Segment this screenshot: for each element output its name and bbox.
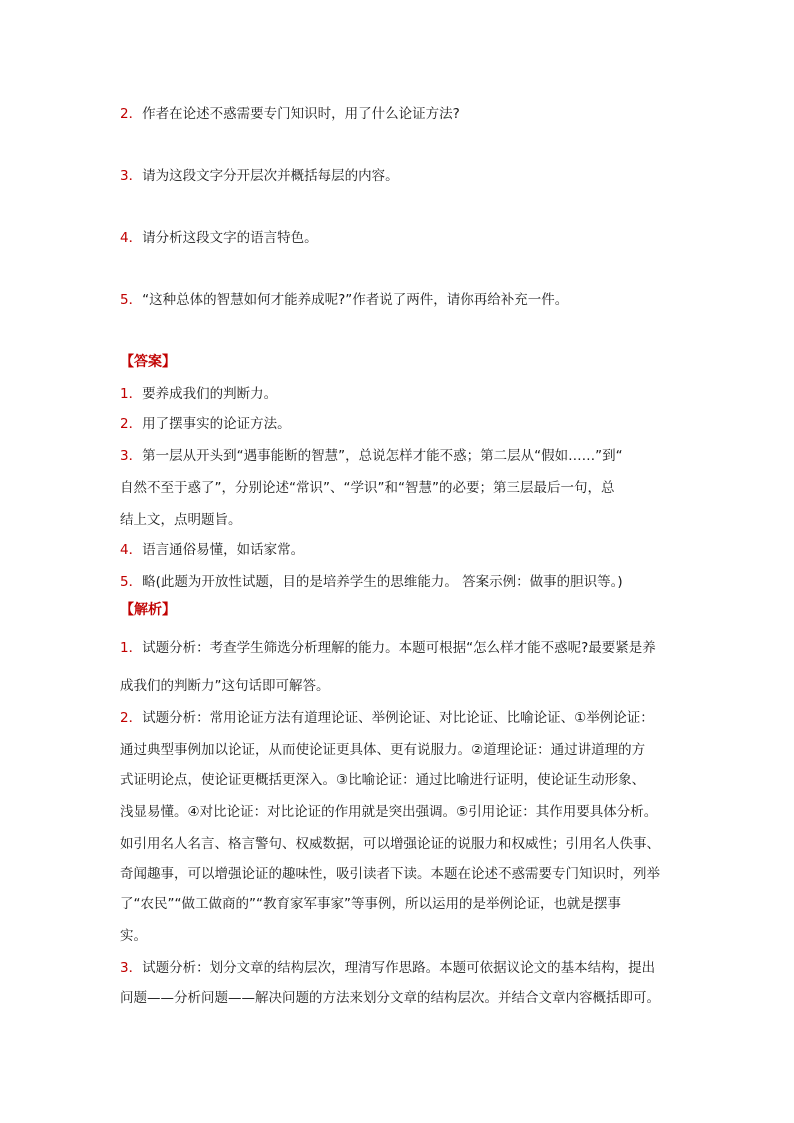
- analysis-item-2-line-6: 奇闻趣事，可以增强论证的趣味性，吸引读者下读。本题在论述不惑需要专门知识时，列举: [120, 866, 660, 882]
- question-number: 3．: [120, 168, 143, 184]
- question-number: 2．: [120, 106, 143, 122]
- answer-text: 用了摆事实的论证方法。: [142, 416, 291, 432]
- answer-number: 2．: [120, 416, 143, 432]
- answer-item-5: [120, 572, 623, 592]
- analysis-item-1: [120, 638, 656, 658]
- question-text: 作者在论述不惑需要专门知识时，用了什么论证方法?: [142, 106, 460, 122]
- question-number: 5．: [120, 292, 143, 308]
- analysis-item-2-line-4: 浅显易懂。④对比论证：对比论证的作用就是突出强调。⑤引用论证：其作用要具体分析。: [120, 804, 658, 820]
- analysis-text: 试题分析：划分文章的结构层次，理清写作思路。本题可依据议论文的基本结构，提出: [142, 960, 656, 976]
- question-text: 请为这段文字分开层次并概括每层的内容。: [142, 168, 399, 184]
- question-5: [120, 290, 568, 310]
- answer-number: 3．: [120, 448, 143, 464]
- analysis-number: 1．: [120, 640, 143, 656]
- analysis-item-2-line-3: 式证明论点，使论证更概括更深入。③比喻论证：通过比喻进行证明，使论证生动形象、: [120, 772, 646, 788]
- question-3: [120, 166, 399, 186]
- question-number: 4．: [120, 230, 143, 246]
- analysis-item-2: [120, 708, 654, 728]
- analysis-item-2-line-2: 通过典型事例加以论证，从而使论证更具体、更有说服力。②道理论证：通过讲道理的方: [120, 742, 646, 758]
- analysis-item-2-line-7: 了“农民”“做工做商的”“教育家军事家”等事例，所以运用的是举例论证，也就是摆事: [120, 896, 621, 912]
- question-2: [120, 104, 460, 124]
- question-4: [120, 228, 318, 248]
- answer-item-3-line-3: 结上文，点明题旨。: [120, 512, 242, 528]
- analysis-item-1-line-2: 成我们的判断力”这句话即可解答。: [120, 678, 330, 694]
- analysis-text: 试题分析：考查学生筛选分析理解的能力。本题可根据“怎么样才能不惑呢?最要紧是养: [142, 640, 656, 656]
- analysis-text: 试题分析：常用论证方法有道理论证、举例论证、对比论证、比喻论证、①举例论证：: [142, 710, 654, 726]
- answer-item-1: [120, 384, 277, 404]
- answer-item-4: [120, 540, 304, 560]
- answer-number: 1．: [120, 386, 143, 402]
- analysis-item-2-line-5: 如引用名人名言、格言警句、权威数据，可以增强论证的说服力和权威性；引用名人佚事、: [120, 836, 660, 852]
- answer-text: 略(此题为开放性试题，目的是培养学生的思维能力。 答案示例：做事的胆识等。): [142, 574, 623, 590]
- answer-text: 语言通俗易懂，如话家常。: [142, 542, 305, 558]
- answer-item-3: [120, 446, 623, 466]
- analysis-number: 3．: [120, 960, 143, 976]
- analysis-item-3-line-2: 问题——分析问题——解决问题的方法来划分文章的结构层次。并结合文章内容概括即可。: [120, 990, 660, 1006]
- question-text: “这种总体的智慧如何才能养成呢?”作者说了两件，请你再给补充一件。: [142, 292, 569, 308]
- analysis-number: 2．: [120, 710, 143, 726]
- analysis-item-3: [120, 958, 655, 978]
- answer-number: 4．: [120, 542, 143, 558]
- analysis-item-2-line-8: 实。: [120, 928, 147, 944]
- analysis-heading: 【解析】: [120, 602, 176, 618]
- answer-text: 要养成我们的判断力。: [142, 386, 278, 402]
- question-text: 请分析这段文字的语言特色。: [142, 230, 318, 246]
- answer-item-2: [120, 414, 291, 434]
- answer-heading: 【答案】: [120, 354, 176, 370]
- answer-number: 5．: [120, 574, 143, 590]
- answer-text: 第一层从开头到“遇事能断的智慧”，总说怎样才能不惑；第二层从“假如……”到“: [142, 448, 623, 464]
- answer-item-3-line-2: 自然不至于惑了”，分别论述“常识”、“学识”和“智慧”的必要；第三层最后一句，总: [120, 480, 615, 496]
